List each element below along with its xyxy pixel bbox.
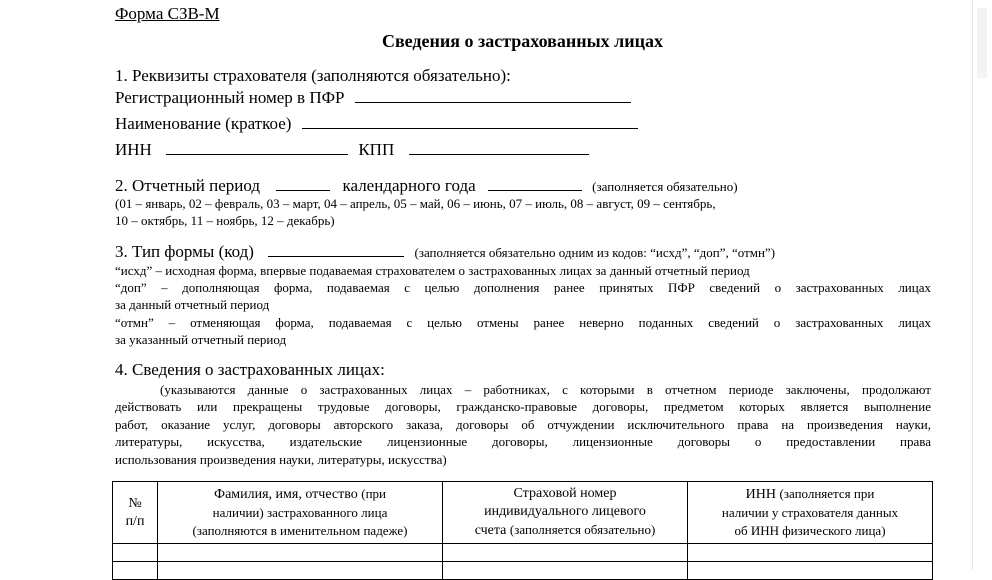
months-line-2: 10 – октябрь, 11 – ноябрь, 12 – декабрь) — [115, 213, 335, 228]
col-number-line-1: № — [128, 495, 142, 511]
form-type-row — [115, 242, 775, 262]
vertical-scrollbar[interactable] — [972, 0, 992, 570]
col-inn-line-2: наличии у страхователя данных — [721, 505, 899, 520]
insured-note-3: работ, оказание услуг, договоры авторского заказа, договоры об отчуждении исключительного права на произведения науки, — [115, 417, 931, 432]
col-snils-line-2: индивидуального лицевого — [484, 504, 646, 519]
section-4-heading: 4. Сведения о застрахованных лицах: — [115, 360, 385, 379]
short-name-field[interactable] — [302, 114, 638, 129]
reporting-period-label: 2. Отчетный период — [115, 176, 260, 195]
col-inn-header — [688, 482, 933, 544]
col-snils-line-3-note: (заполняется обязательно) — [509, 522, 656, 537]
col-snils-header — [443, 482, 688, 544]
short-name-row — [115, 114, 638, 134]
col-inn-line-3: об ИНН физического лица) — [734, 523, 886, 538]
inn-field[interactable] — [166, 140, 348, 155]
form-name: Форма СЗВ-М — [115, 4, 220, 23]
table-cell[interactable] — [113, 544, 158, 562]
table-cell[interactable] — [443, 544, 688, 562]
reg-number-label: Регистрационный номер в ПФР — [115, 88, 345, 107]
insured-note-2: действовать или прекращены трудовые договоры, гражданско-правовые договоры, предметом которых является выполнение — [115, 399, 931, 414]
short-name-label: Наименование (краткое) — [115, 114, 292, 133]
year-field[interactable] — [488, 176, 582, 191]
code-ishd-text: “исхд” – исходная форма, впервые подаваемая страхователем о застрахованных лицах за данный отчетный период — [115, 263, 750, 278]
reg-number-field[interactable] — [355, 88, 631, 103]
code-otmn-text-1: “отмн” – отменяющая форма, подаваемая с целью отмены ранее неверно поданных сведений о застрахованных лицах — [115, 315, 931, 330]
table-cell[interactable] — [113, 562, 158, 580]
code-dop-text-1: “доп” – дополняющая форма, подаваемая с целью дополнения ранее принятых ПФР сведений о застрахованных лицах — [115, 280, 931, 295]
kpp-label: КПП — [358, 140, 395, 159]
table-header-row — [113, 482, 933, 544]
form-type-field[interactable] — [268, 242, 404, 257]
inn-kpp-row — [115, 140, 589, 160]
col-fio-header — [158, 482, 443, 544]
section-1-heading: 1. Реквизиты страхователя (заполняются обязательно): — [115, 66, 511, 85]
table-row — [113, 562, 933, 580]
period-field[interactable] — [276, 176, 330, 191]
table-cell[interactable] — [688, 562, 933, 580]
col-number-line-2: п/п — [125, 513, 145, 529]
col-number-header — [113, 482, 158, 544]
inn-label: ИНН — [115, 140, 152, 159]
col-snils-line-3: счета — [474, 523, 507, 538]
kpp-field[interactable] — [409, 140, 589, 155]
col-fio-line-1-note: (при — [361, 486, 386, 501]
code-dop-text-2: за данный отчетный период — [115, 297, 270, 312]
reg-number-row — [115, 88, 631, 108]
table-row — [113, 544, 933, 562]
insured-note-5: использования произведения науки, литературы, искусства) — [115, 452, 447, 467]
insured-note-1: (указываются данные о застрахованных лицах – работниках, с которыми в отчетном периоде заключены, продолжают — [160, 382, 931, 397]
reporting-period-row — [115, 176, 738, 196]
table-cell[interactable] — [158, 562, 443, 580]
col-fio-line-1: Фамилия, имя, отчество — [214, 487, 358, 502]
col-fio-line-2: наличии) застрахованного лица — [212, 505, 388, 520]
col-inn-line-1-note: (заполняется при — [779, 486, 875, 501]
calendar-year-label: календарного года — [342, 176, 476, 195]
table-cell[interactable] — [688, 544, 933, 562]
col-snils-line-1: Страховой номер — [513, 486, 617, 501]
table-cell[interactable] — [443, 562, 688, 580]
insured-note-4: литературы, искусства, издательские лицензионные договоры, лицензионные договоры о предоставлении права — [115, 434, 931, 449]
period-required-note: (заполняется обязательно) — [592, 179, 738, 194]
insured-persons-table — [112, 481, 933, 580]
table-cell[interactable] — [158, 544, 443, 562]
col-inn-line-1: ИНН — [745, 487, 777, 502]
col-fio-line-3: (заполняются в именительном падеже) — [192, 523, 408, 538]
document-title: Сведения о застрахованных лицах — [381, 31, 664, 51]
form-type-note: (заполняется обязательно одним из кодов: “исхд”, “доп”, “отмн”) — [414, 245, 776, 260]
scrollbar-thumb[interactable] — [977, 8, 987, 78]
code-otmn-text-2: за указанный отчетный период — [115, 332, 287, 347]
months-line-1: (01 – январь, 02 – февраль, 03 – март, 04 – апрель, 05 – май, 06 – июнь, 07 – июль, 08 – август, 09 – сентябрь, — [115, 196, 716, 211]
form-type-label: 3. Тип формы (код) — [115, 242, 254, 261]
